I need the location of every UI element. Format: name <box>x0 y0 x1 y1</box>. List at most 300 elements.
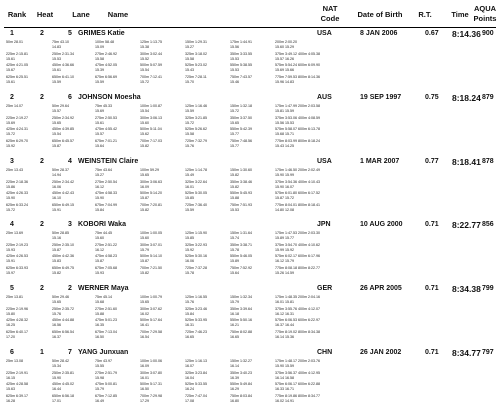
split-cell: 75m 43.97 <box>95 359 112 363</box>
split-cell: 475m 4:58.23 <box>95 254 117 258</box>
split-cell: 15.52 <box>140 56 149 61</box>
lane-cell: 4 <box>68 158 72 165</box>
split-cell: 250m 2:35.72 <box>52 306 74 311</box>
split-cell: 725m 7:46.23 <box>185 329 207 334</box>
split-cell: 250m 2:35.81 <box>52 370 74 375</box>
split-cell: 16.14 16.58 <box>275 375 294 380</box>
split-cell: 300m 3:07.80 <box>140 370 162 375</box>
split-cell: 15.61 <box>6 56 15 61</box>
split-cell: 500m 5:17.31 <box>140 382 162 386</box>
split-cell: 775m 8:04.01 800m 8:18.41 <box>275 202 320 207</box>
date-of-birth: 8 JAN 2006 <box>360 30 398 37</box>
split-cell: 525m 5:33.55 <box>185 382 207 386</box>
split-cell: 15.90 <box>52 375 61 380</box>
split-cell: 15.39 <box>95 68 104 72</box>
split-cell: 725m 7:37.28 <box>185 265 207 270</box>
split-cell: 15.69 15.66 <box>275 68 294 72</box>
split-cell: 550m 5:50.16 <box>230 318 252 322</box>
split-cell: 16.29 <box>230 387 239 391</box>
split-cell: 575m 6:02.17 600m 6:17.96 <box>275 254 320 258</box>
nat-code: USA <box>317 30 332 37</box>
split-cell: 15.56 15.53 <box>275 120 294 125</box>
split-cell: 325m 3:23.46 <box>185 306 207 311</box>
athlete-result <box>0 29 500 86</box>
split-cell: 100m 59.29 <box>140 168 159 172</box>
split-cell: 300m 3:02.44 <box>140 51 162 56</box>
split-cell: 550m 5:38.55 <box>230 63 252 67</box>
final-time: 8:14.36 <box>452 29 481 39</box>
split-cell: 15.84 <box>185 311 194 316</box>
split-cell: 16.33 16.71 <box>275 387 294 391</box>
split-cell: 275m 2:51.22 <box>95 242 117 247</box>
split-cell: 15.90 <box>6 196 15 200</box>
split-cell: 475m 5:01.23 <box>95 318 117 322</box>
split-cell: 15.86 <box>6 184 15 189</box>
split-cell: 16.01 15.81 <box>275 300 294 304</box>
split-cell: 525m 5:33.95 <box>185 318 207 322</box>
split-cell: 50m 28.42 <box>52 359 69 363</box>
split-cell: 125m 1:16.46 <box>185 104 207 108</box>
split-cell: 675m 7:05.68 <box>95 265 117 270</box>
split-cell: 775m 8:08.18 800m 8:22.77 <box>275 265 320 270</box>
split-cell: 325m 3:21.85 <box>185 115 207 120</box>
athlete-row <box>0 284 500 294</box>
split-cell: 16.12 15.79 <box>275 259 294 263</box>
rank-header: Rank <box>7 10 27 19</box>
split-cell: 15.64 <box>95 143 104 148</box>
split-cell: 675m 7:04.99 <box>95 202 117 207</box>
split-cell: 175m 1:47.53 200m 2:03.30 <box>275 231 320 235</box>
split-cell: 15.58 <box>185 56 194 61</box>
split-cell: 15.69 <box>6 120 15 125</box>
split-cell: 15.76 <box>52 311 61 316</box>
split-cell: 15.91 <box>52 207 61 212</box>
split-cell: 17.01 <box>52 398 61 403</box>
split-cell: 16.24 <box>185 387 194 391</box>
split-cell: 15.62 <box>140 132 149 136</box>
name-header: Name <box>107 10 129 19</box>
split-cell: 675m 7:01.21 <box>95 138 117 143</box>
lane-cell: 5 <box>68 30 72 37</box>
split-cell: 25m 13.08 <box>6 359 23 363</box>
split-cell: 450m 4:42.36 <box>52 254 74 258</box>
date-of-birth: 26 APR 2005 <box>360 285 402 292</box>
split-cell: 15.61 <box>95 120 104 125</box>
split-cell: 15.69 <box>95 109 104 113</box>
split-cell: 125m 1:14.78 <box>185 168 207 172</box>
split-cell: 675m 7:13.04 <box>95 329 117 334</box>
split-cell: 225m 2:15.81 <box>6 51 28 56</box>
split-cell: 525m 5:23.02 <box>185 63 207 67</box>
split-cell: 15.77 <box>230 143 239 148</box>
split-cell: 500m 5:14.10 <box>140 254 162 258</box>
rank-cell: 5 <box>10 285 14 292</box>
split-cell: 16.65 <box>230 334 239 339</box>
split-cell: 15.57 16.26 <box>275 56 294 61</box>
split-cell: 15.82 <box>140 143 149 148</box>
split-cell: 15.60 <box>140 236 149 240</box>
split-cell: 450m 4:45.02 <box>52 382 74 386</box>
split-cell: 15.87 <box>140 196 149 200</box>
split-cell: 375m 3:56.37 400m 4:12.95 <box>275 370 320 375</box>
split-cell: 500m 5:17.64 <box>140 318 162 322</box>
athlete-name: WERNER Maya <box>78 285 129 292</box>
lane-cell: 2 <box>68 285 72 292</box>
split-cell: 700m 7:12.41 <box>140 74 162 79</box>
split-cell: 225m 2:19.27 <box>6 115 28 120</box>
split-cell: 15.58 <box>95 56 104 61</box>
split-cell: 16.49 <box>95 398 104 403</box>
rt-header: R.T. <box>418 10 432 19</box>
split-cell: 275m 2:50.53 <box>95 115 117 120</box>
split-cell: 300m 3:07.01 <box>140 242 162 247</box>
split-cell: 650m 6:45.57 <box>52 138 74 143</box>
split-cell: 700m 7:29.58 <box>140 329 162 334</box>
split-cell: 15.72 <box>230 109 239 113</box>
split-cell: 300m 3:06.13 <box>140 115 162 120</box>
split-cell: 250m 2:34.42 <box>52 179 74 184</box>
split-cell: 750m 8:03.84 <box>230 393 252 398</box>
split-cell: 625m 6:25.51 <box>6 74 28 79</box>
split-cell: 300m 3:06.63 <box>140 179 162 184</box>
heat-cell: 2 <box>40 285 44 292</box>
athlete-row <box>0 93 500 103</box>
split-cell: 625m 6:33.93 <box>6 265 28 270</box>
split-cell: 700m 7:29.98 <box>140 393 162 398</box>
split-cell: 15.59 <box>52 79 61 84</box>
split-cell: 15.34 <box>52 364 61 368</box>
split-cell: 150m 1:29.31 <box>185 40 207 44</box>
aqua-points: 797 <box>482 349 494 356</box>
split-cell: 425m 4:21.05 <box>6 63 28 67</box>
split-cell: 725m 7:47.04 <box>185 393 207 398</box>
split-cell: 250m 2:31.34 <box>52 51 74 56</box>
split-cell: 15.60 15.29 <box>275 45 294 49</box>
reaction-time: 0.71 <box>425 221 439 228</box>
split-cell: 16.10 <box>52 196 61 200</box>
split-cell: 100m 1:00.87 <box>140 104 162 108</box>
split-cell: 775m 7:59.53 800m 8:14.36 <box>275 74 320 79</box>
split-cell: 16.50 <box>95 334 104 339</box>
split-cell: 15.54 <box>140 68 149 72</box>
split-cell: 225m 2:18.36 <box>6 179 28 184</box>
split-cell: 100m 1:00.79 <box>140 295 162 299</box>
split-lap-row <box>0 335 500 342</box>
split-cell: 15.85 <box>185 196 194 200</box>
split-cell: 15.61 <box>52 68 61 72</box>
lane-header: Lane <box>72 10 90 19</box>
split-cell: 15.59 <box>185 109 194 113</box>
split-cell: 15.82 <box>230 184 239 189</box>
results-header <box>0 0 500 26</box>
split-cell: 475m 5:00.81 <box>95 382 117 386</box>
split-cell: 100m 1:00.06 <box>140 359 162 363</box>
split-cell: 16.04 <box>185 375 194 380</box>
athlete-result <box>0 93 500 150</box>
split-cell: 15.63 <box>6 387 15 391</box>
split-cell: 15.82 <box>140 270 149 275</box>
split-cell: 16.37 <box>52 334 61 339</box>
split-cell: 16.56 <box>52 323 61 327</box>
nat-code: CHN <box>317 349 333 356</box>
split-cell: 375m 3:54.36 400m 4:10.43 <box>275 179 320 184</box>
split-cell: 15.82 <box>230 173 239 177</box>
split-cell: 625m 6:33.24 <box>6 202 28 207</box>
split-cell: 15.72 <box>140 79 149 84</box>
split-lap-row <box>0 80 500 87</box>
split-cell: 16.41 <box>140 323 149 327</box>
split-cell: 15.49 <box>185 173 194 177</box>
split-cell: 650m 6:49.75 <box>52 265 74 270</box>
split-cell: 16.37 16.44 <box>275 323 294 327</box>
split-cell: 15.99 15.92 <box>275 247 294 252</box>
split-cell: 15.87 <box>52 247 61 252</box>
athlete-row <box>0 348 500 358</box>
split-cell: 15.88 <box>95 311 104 316</box>
split-cell: 500m 5:11.04 <box>140 127 162 131</box>
split-cell: 15.43 14.25 <box>275 143 294 148</box>
split-cell: 15.79 <box>230 300 239 304</box>
split-cell: 15.68 15.71 <box>275 132 294 136</box>
split-cell: 50m 29.46 <box>52 295 69 299</box>
split-cell: 525m 5:30.16 <box>185 254 207 258</box>
split-cell: 275m 2:46.92 <box>95 51 117 56</box>
split-cell: 16.09 <box>140 364 149 368</box>
split-cell: 16.44 <box>52 387 61 391</box>
split-cell: 15.77 <box>230 132 239 136</box>
split-cell: 150m 1:32.27 <box>230 359 252 363</box>
lane-cell: 6 <box>68 94 72 101</box>
split-cell: 15.53 <box>230 56 239 61</box>
split-cell: 525m 5:26.62 <box>185 127 207 131</box>
split-cell: 350m 3:37.50 <box>230 115 252 120</box>
split-cell: 50m 28.01 <box>6 40 23 44</box>
split-cell: 16.12 <box>95 184 104 189</box>
split-cell: 100m 58.48 <box>95 40 114 44</box>
split-cell: 16.54 <box>140 334 149 339</box>
split-cell: 16.18 <box>230 311 239 316</box>
split-cell: 750m 7:48.56 <box>230 138 252 143</box>
split-cell: 575m 5:54.24 600m 6:09.90 <box>275 63 320 67</box>
split-cell: 15.56 <box>230 45 239 49</box>
nat-code: JPN <box>317 221 331 228</box>
split-cell: 15.90 <box>95 196 104 200</box>
rank-cell: 4 <box>10 221 14 228</box>
date-of-birth: 19 SEP 1997 <box>360 94 402 101</box>
nat-code: AUS <box>317 94 332 101</box>
nat-header-line2: Code <box>320 14 340 23</box>
final-time: 8:34.77 <box>452 348 481 358</box>
split-cell: 625m 6:29.70 <box>6 138 28 143</box>
split-cell: 16.50 <box>140 387 149 391</box>
split-cell: 275m 2:51.79 <box>95 370 117 375</box>
split-cell: 175m 1:48.35 200m 2:04.16 <box>275 295 320 299</box>
split-cell: 650m 6:56.54 <box>52 329 74 334</box>
final-time: 8:22.77 <box>452 220 481 230</box>
split-cell: 700m 7:20.81 <box>140 202 162 207</box>
split-cell: 50m 28.37 <box>52 168 69 172</box>
athlete-row <box>0 157 500 167</box>
final-time: 8:18.41 <box>452 157 481 167</box>
date-of-birth: 1 MAR 2007 <box>360 158 400 165</box>
split-cell: 250m 2:35.10 <box>52 242 74 247</box>
split-cell: 350m 3:38.46 <box>230 179 252 184</box>
split-cell: 16.12 <box>95 247 104 252</box>
split-cell: 15.72 <box>185 120 194 125</box>
split-cell: 775m 8:19.86 800m 8:34.77 <box>275 393 320 398</box>
split-cell: 425m 4:26.33 <box>6 191 28 195</box>
split-cell: 550m 5:45.93 <box>230 191 252 195</box>
split-cell: 625m 6:40.17 <box>6 329 28 334</box>
split-cell: 450m 4:42.43 <box>52 191 74 195</box>
split-cell: 575m 5:58.07 600m 6:13.78 <box>275 127 320 131</box>
split-cell: 175m 1:44.91 <box>230 40 252 44</box>
split-cell: 15.27 <box>95 173 104 177</box>
reaction-time: 0.71 <box>425 349 439 356</box>
athlete-name: JOHNSON Moesha <box>78 94 141 101</box>
split-cell: 15.90 15.99 <box>275 173 294 177</box>
split-cell: 200m 2:00.20 <box>275 40 297 44</box>
split-cell: 15.91 <box>6 259 15 263</box>
split-cell: 75m 43.10 <box>52 40 69 44</box>
split-cell: 15.43 <box>185 68 194 72</box>
split-cell: 325m 3:23.84 <box>185 370 207 375</box>
split-cell: 725m 7:28.11 <box>185 74 207 79</box>
split-cell: 15.60 <box>95 236 104 240</box>
split-cell: 15.72 <box>6 132 15 136</box>
split-cell: 15.82 <box>52 270 61 275</box>
split-cell: 17.20 <box>6 334 15 339</box>
split-cell: 15.98 <box>95 375 104 380</box>
split-cell: 750m 7:52.92 <box>230 265 252 270</box>
split-cell: 16.02 14.91 <box>275 398 294 403</box>
split-cell: 25m 13.69 <box>6 231 23 235</box>
date-of-birth: 26 JAN 2002 <box>360 349 402 356</box>
athlete-result <box>0 157 500 214</box>
athlete-row <box>0 220 500 230</box>
split-cell: 650m 6:49.15 <box>52 202 74 207</box>
split-cell: 750m 7:51.93 <box>230 202 252 207</box>
rank-cell: 2 <box>10 94 14 101</box>
split-cell: 16.06 <box>185 259 194 263</box>
split-cell: 15.70 <box>185 79 194 84</box>
split-cell: 15.78 <box>230 247 239 252</box>
split-cell: 15.57 <box>52 109 61 113</box>
split-cell: 15.16 <box>52 236 61 240</box>
split-cell: 16.35 <box>95 323 104 327</box>
split-cell: 425m 4:26.53 <box>6 254 28 258</box>
rank-cell: 3 <box>10 158 14 165</box>
split-cell: 500m 5:07.59 <box>140 63 162 67</box>
rank-cell: 6 <box>10 349 14 356</box>
split-cell: 350m 3:33.55 <box>230 51 252 56</box>
split-cell: 575m 6:06.53 600m 6:22.97 <box>275 318 320 322</box>
split-cell: 15.27 <box>185 45 194 49</box>
split-cell: 16.15 <box>6 375 15 380</box>
athlete-name: YANG Junxuan <box>78 349 129 356</box>
split-cell: 175m 1:46.50 200m 2:02.49 <box>275 168 320 172</box>
header-divider <box>4 27 496 28</box>
split-cell: 100m 1:00.05 <box>140 231 162 235</box>
split-cell: 50m 28.85 <box>52 231 69 235</box>
heat-cell: 2 <box>40 94 44 101</box>
split-cell: 325m 3:22.64 <box>185 179 207 184</box>
split-cell: 16.65 <box>185 334 194 339</box>
split-cell: 15.65 <box>140 300 149 304</box>
split-cell: 750m 7:43.57 <box>230 74 252 79</box>
split-cell: 15.67 <box>6 68 15 72</box>
aqua-points: 856 <box>482 221 494 228</box>
final-time: 8:18.24 <box>452 93 481 103</box>
split-cell: 475m 4:58.33 <box>95 191 117 195</box>
aqua-points: 799 <box>482 285 494 292</box>
aqua-header-line1: AQUA <box>473 4 497 13</box>
split-cell: 15.74 <box>230 236 239 240</box>
split-cell: 125m 1:15.90 <box>185 231 207 235</box>
split-cell: 775m 8:03.99 800m 8:18.24 <box>275 138 320 143</box>
split-cell: 700m 7:17.03 <box>140 138 162 143</box>
aqua-points: 879 <box>482 94 494 101</box>
split-cell: 16.39 <box>230 375 239 380</box>
split-cell: 15.90 16.07 <box>275 184 294 189</box>
split-cell: 775m 8:19.02 800m 8:34.38 <box>275 329 320 334</box>
split-cell: 300m 3:07.62 <box>140 306 162 311</box>
split-cell: 16.07 <box>185 364 194 368</box>
split-cell: 15.65 <box>140 173 149 177</box>
split-cell: 15.09 <box>95 45 104 49</box>
split-cell: 650m 6:56.18 <box>52 393 74 398</box>
split-cell: 15.92 <box>185 247 194 252</box>
time-header: Time <box>451 10 469 19</box>
split-cell: 450m 4:39.85 <box>52 127 74 131</box>
split-cell: 15.83 <box>52 259 61 263</box>
split-cell: 15.76 <box>185 143 194 148</box>
split-cell: 15.93 <box>95 270 104 275</box>
split-cell: 15.59 <box>95 79 104 84</box>
split-cell: 675m 7:12.85 <box>95 393 117 398</box>
athlete-name: GRIMES Katie <box>78 30 125 37</box>
split-cell: 15.82 <box>140 207 149 212</box>
split-cell: 725m 7:32.79 <box>185 138 207 143</box>
athlete-result <box>0 348 500 405</box>
split-cell: 15.93 <box>6 247 15 252</box>
split-cell: 16.02 <box>140 311 149 316</box>
split-cell: 350m 3:39.64 <box>230 306 252 311</box>
split-cell: 550m 5:46.05 <box>230 254 252 258</box>
split-cell: 15.46 <box>230 79 239 84</box>
athlete-result <box>0 220 500 277</box>
split-cell: 15.84 <box>95 207 104 212</box>
lane-cell: 7 <box>68 349 72 356</box>
split-cell: 700m 7:21.50 <box>140 265 162 270</box>
split-cell: 75m 43.64 <box>95 168 112 172</box>
split-lap-row <box>0 271 500 278</box>
split-cell: 15.80 <box>6 311 15 316</box>
split-cell: 525m 5:30.05 <box>185 191 207 195</box>
split-cell: 14.80 12.08 <box>275 207 294 212</box>
split-cell: 75m 45.14 <box>95 295 112 299</box>
aqua-points: 878 <box>482 158 494 165</box>
heat-header: Heat <box>36 10 54 19</box>
split-cell: 15.92 <box>6 143 15 148</box>
split-cell: 350m 3:40.23 <box>230 370 252 375</box>
split-cell: 25m 13.81 <box>6 295 23 299</box>
heat-cell: 1 <box>40 349 44 356</box>
split-cell: 15.76 <box>185 300 194 304</box>
split-cell: 25m 14.07 <box>6 104 23 108</box>
split-cell: 500m 5:14.20 <box>140 191 162 195</box>
athlete-name: WEINSTEIN Claire <box>78 158 139 165</box>
